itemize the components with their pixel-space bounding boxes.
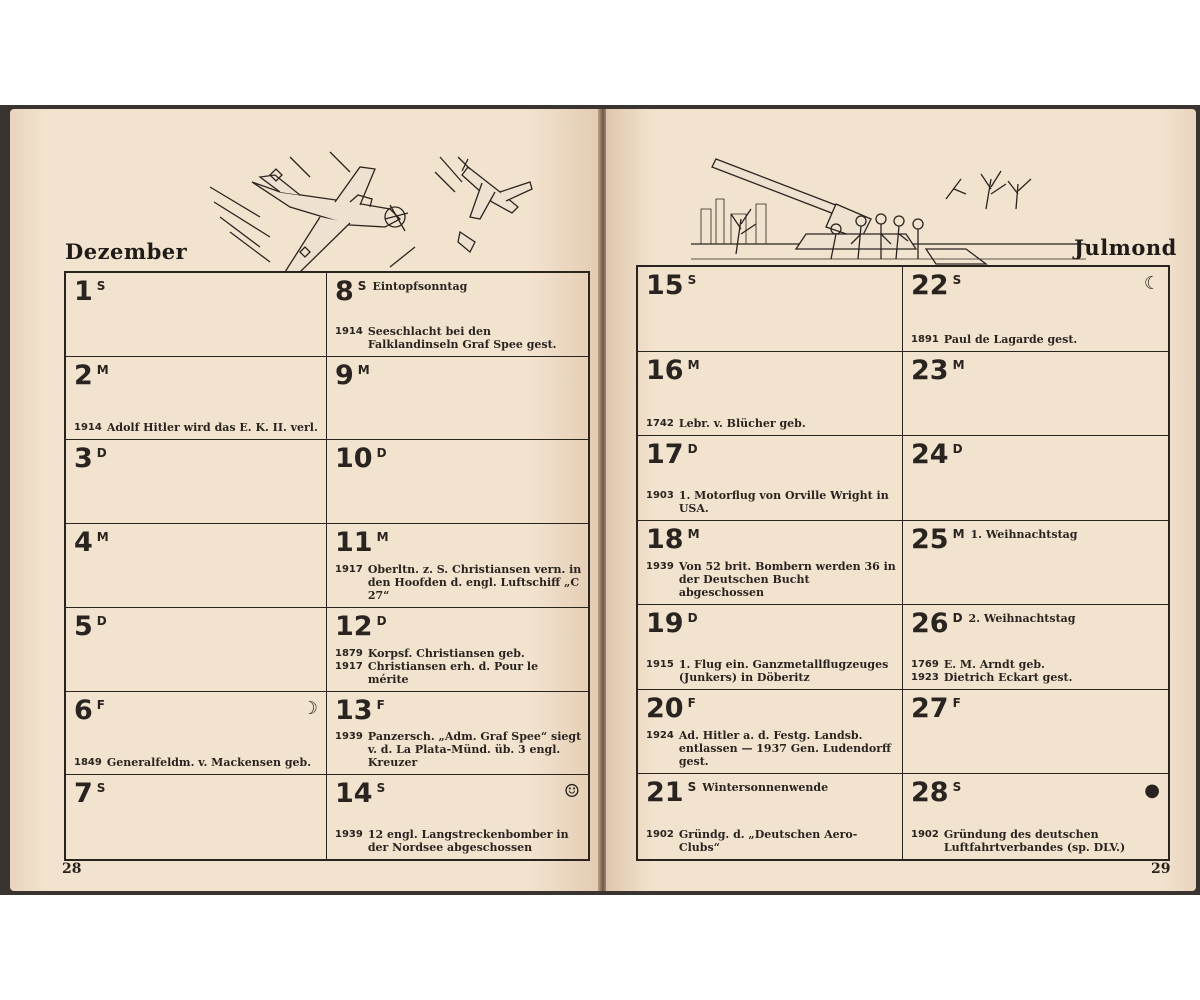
day-number: 28	[911, 777, 949, 809]
weekday-letter: M	[952, 526, 965, 541]
event-entry	[646, 560, 896, 599]
day-header	[646, 356, 700, 386]
event-entry	[74, 421, 320, 434]
weekday-letter: S	[687, 273, 697, 287]
page-number: 29	[1151, 861, 1171, 877]
event-year: 1902	[646, 828, 674, 840]
weekday-letter: M	[687, 357, 700, 372]
day-number: 17	[646, 439, 684, 471]
event-text: Ad. Hitler a. d. Festg. Landsb. entlassen — 1937 Gen. Ludendorff gest.	[678, 729, 892, 769]
weekday-letter: M	[96, 362, 109, 377]
day-header	[646, 778, 828, 808]
event-list	[646, 658, 896, 684]
weekday-letter: D	[376, 613, 387, 628]
day-cell-3	[66, 440, 327, 524]
event-entry	[74, 756, 320, 769]
weekday-letter: D	[96, 613, 107, 628]
day-number: 15	[646, 270, 684, 301]
event-entry	[911, 828, 1162, 854]
event-text: Seeschlacht bei den Falklandinseln Graf Spee gest.	[367, 324, 557, 351]
moon-phase-icon: ☾	[1143, 273, 1160, 294]
day-cell-18	[638, 521, 903, 606]
weekday-letter: S	[357, 279, 367, 293]
weekday-letter: S	[96, 781, 106, 796]
calendar-grid-left	[64, 271, 590, 861]
day-number: 20	[646, 692, 684, 724]
event-list	[911, 658, 1162, 684]
day-cell-26	[903, 605, 1168, 690]
left-page	[10, 109, 600, 891]
day-number: 24	[911, 439, 949, 471]
moon-phase-icon: ☺	[563, 781, 580, 803]
day-header	[74, 444, 107, 474]
event-list	[646, 729, 896, 768]
day-header	[911, 271, 961, 301]
day-number: 16	[646, 354, 684, 386]
day-cell-12	[327, 608, 588, 692]
event-text: Panzersch. „Adm. Graf Spee“ siegt v. d. La Plata-Münd. üb. 3 engl. Kreuzer	[367, 730, 582, 770]
day-header	[911, 778, 961, 808]
weekday-letter: M	[952, 357, 965, 372]
event-year: 1849	[74, 757, 102, 769]
day-cell-23	[903, 352, 1168, 437]
day-header	[646, 694, 696, 724]
weekday-letter: F	[952, 695, 961, 710]
day-cell-6	[66, 692, 327, 776]
day-number: 18	[646, 523, 684, 555]
event-year: 1939	[646, 561, 674, 573]
event-text: 1. Motorflug von Orville Wright in USA.	[678, 488, 889, 515]
day-header	[911, 694, 961, 724]
open-book	[0, 105, 1200, 895]
event-text: Christiansen erh. d. Pour le mérite	[367, 659, 539, 686]
day-cell-21	[638, 774, 903, 859]
moon-phase-icon: ●	[1144, 780, 1160, 802]
event-text: Adolf Hitler wird das E. K. II. verl.	[106, 421, 318, 435]
weekday-letter: S	[952, 273, 962, 287]
event-text: E. M. Arndt geb.	[943, 657, 1045, 671]
weekday-letter: D	[96, 446, 107, 461]
event-year: 1917	[335, 563, 363, 575]
day-header	[335, 361, 370, 391]
holiday-label: Wintersonnenwende	[702, 781, 829, 795]
weekday-letter: F	[687, 695, 696, 710]
event-entry	[911, 333, 1162, 346]
day-number: 22	[911, 270, 949, 301]
weekday-letter: M	[376, 530, 389, 545]
day-header	[335, 696, 385, 726]
event-year: 1917	[335, 660, 363, 672]
day-cell-28	[903, 774, 1168, 859]
day-cell-14	[327, 775, 588, 859]
day-cell-8	[327, 273, 588, 357]
weekday-letter: M	[687, 526, 700, 541]
month-title: Dezember	[65, 239, 188, 264]
event-entry	[911, 671, 1162, 684]
weekday-letter: S	[376, 781, 386, 796]
day-number: 27	[911, 692, 949, 724]
day-header	[646, 525, 700, 555]
event-text: 12 engl. Langstreckenbomber in der Nordsee abgeschossen	[367, 828, 569, 854]
event-list	[646, 417, 896, 430]
weekday-letter: D	[952, 611, 963, 626]
day-cell-5	[66, 608, 327, 692]
event-list	[335, 828, 582, 854]
event-entry	[335, 563, 582, 602]
weekday-letter: S	[687, 780, 697, 795]
day-cell-16	[638, 352, 903, 437]
event-text: Paul de Lagarde gest.	[943, 332, 1078, 346]
event-year: 1742	[646, 418, 674, 430]
event-list	[74, 421, 320, 434]
event-year: 1902	[911, 828, 939, 840]
event-text: Generalfeldm. v. Mackensen geb.	[106, 756, 312, 770]
event-year: 1879	[335, 647, 363, 659]
event-year: 1915	[646, 658, 674, 670]
day-header	[911, 356, 965, 386]
day-number: 21	[646, 777, 684, 809]
event-list	[646, 828, 896, 854]
day-header	[74, 528, 109, 558]
day-header	[335, 612, 387, 642]
event-list	[335, 563, 582, 602]
day-header	[335, 779, 385, 809]
day-number: 5	[74, 610, 93, 642]
day-number: 23	[911, 354, 949, 386]
event-year: 1914	[335, 325, 363, 337]
day-cell-20	[638, 690, 903, 775]
event-entry	[335, 647, 582, 660]
day-cell-13	[327, 692, 588, 776]
day-number: 10	[335, 443, 373, 475]
day-header	[74, 277, 105, 307]
weekday-letter: S	[952, 780, 962, 795]
event-entry	[646, 828, 896, 854]
day-cell-10	[327, 440, 588, 524]
day-cell-27	[903, 690, 1168, 775]
event-text: Gründg. d. „Deutschen Aero-Clubs“	[678, 827, 858, 854]
day-number: 3	[74, 443, 93, 475]
event-list	[335, 647, 582, 686]
event-list	[74, 756, 320, 769]
event-text: Dietrich Eckart gest.	[943, 670, 1073, 684]
weekday-letter: M	[96, 530, 109, 545]
day-number: 14	[335, 778, 373, 810]
day-number: 4	[74, 527, 93, 559]
event-list	[911, 333, 1162, 346]
day-cell-15	[638, 267, 903, 352]
event-entry	[335, 828, 582, 854]
event-list	[646, 489, 896, 515]
right-page	[606, 109, 1196, 891]
event-text: Oberltn. z. S. Christiansen vern. in den Hoofden d. engl. Luftschiff „C 27“	[367, 562, 582, 602]
day-header	[335, 277, 467, 307]
holiday-label: 2. Weihnachtstag	[968, 612, 1076, 626]
weekday-letter: D	[687, 611, 698, 626]
day-cell-22	[903, 267, 1168, 352]
event-text: 1. Flug ein. Ganzmetallflugzeuges (Junkers) in Döberitz	[678, 657, 889, 684]
weekday-letter: D	[376, 446, 387, 461]
day-number: 8	[335, 276, 354, 307]
day-number: 7	[74, 778, 93, 810]
airplanes-illustration	[200, 147, 540, 277]
day-cell-19	[638, 605, 903, 690]
event-entry	[335, 660, 582, 686]
day-number: 2	[74, 359, 93, 391]
event-entry	[335, 730, 582, 769]
event-entry	[911, 658, 1162, 671]
day-number: 11	[335, 527, 373, 559]
event-year: 1903	[646, 489, 674, 501]
day-cell-9	[327, 357, 588, 441]
event-year: 1769	[911, 658, 939, 670]
flak-gun-illustration	[686, 149, 1086, 274]
day-cell-25	[903, 521, 1168, 606]
day-number: 13	[335, 694, 373, 726]
moon-phase-icon: ☽	[301, 697, 318, 719]
event-list	[646, 560, 896, 599]
day-header	[911, 609, 1076, 639]
weekday-letter: F	[96, 697, 105, 712]
weekday-letter: M	[357, 362, 370, 377]
day-cell-24	[903, 436, 1168, 521]
day-cell-1	[66, 273, 327, 357]
event-text: Gründung des deutschen Luftfahrtverbandes (sp. DLV.)	[943, 827, 1126, 854]
event-year: 1923	[911, 671, 939, 683]
day-cell-11	[327, 524, 588, 608]
day-header	[74, 696, 105, 726]
day-header	[911, 525, 1077, 555]
day-header	[646, 271, 696, 301]
event-entry	[335, 325, 582, 351]
day-cell-2	[66, 357, 327, 441]
event-year: 1939	[335, 731, 363, 743]
page-number: 28	[62, 861, 82, 877]
month-title: Julmond	[1074, 235, 1177, 260]
event-list	[911, 828, 1162, 854]
event-year: 1914	[74, 422, 102, 434]
day-number: 19	[646, 608, 684, 640]
day-header	[646, 440, 698, 470]
event-year: 1939	[335, 829, 363, 840]
event-entry	[646, 417, 896, 430]
event-list	[335, 325, 582, 351]
event-year: 1891	[911, 333, 939, 345]
holiday-label: Eintopfsonntag	[372, 280, 468, 293]
event-entry	[646, 489, 896, 515]
day-number: 9	[335, 359, 354, 391]
event-list	[335, 730, 582, 769]
day-number: 26	[911, 608, 949, 640]
day-cell-4	[66, 524, 327, 608]
day-cell-7	[66, 775, 327, 859]
event-text: Korpsf. Christiansen geb.	[367, 646, 525, 660]
weekday-letter: F	[376, 697, 385, 712]
day-header	[335, 444, 387, 474]
event-entry	[646, 658, 896, 684]
day-number: 12	[335, 610, 373, 642]
day-header	[335, 528, 389, 558]
day-header	[646, 609, 698, 639]
holiday-label: 1. Weihnachtstag	[970, 527, 1078, 541]
day-number: 25	[911, 523, 949, 555]
day-header	[74, 612, 107, 642]
event-text: Lebr. v. Blücher geb.	[678, 417, 806, 431]
day-header	[74, 361, 109, 391]
day-cell-17	[638, 436, 903, 521]
event-entry	[646, 729, 896, 768]
event-text: Von 52 brit. Bombern werden 36 in der Deutschen Bucht abgeschossen	[678, 560, 896, 600]
event-year: 1924	[646, 730, 674, 742]
calendar-grid-right	[636, 265, 1170, 861]
weekday-letter: S	[96, 279, 106, 293]
day-number: 1	[74, 276, 93, 307]
day-number: 6	[74, 694, 93, 726]
weekday-letter: D	[952, 442, 963, 457]
day-header	[74, 779, 105, 809]
weekday-letter: D	[687, 442, 698, 457]
day-header	[911, 440, 963, 470]
